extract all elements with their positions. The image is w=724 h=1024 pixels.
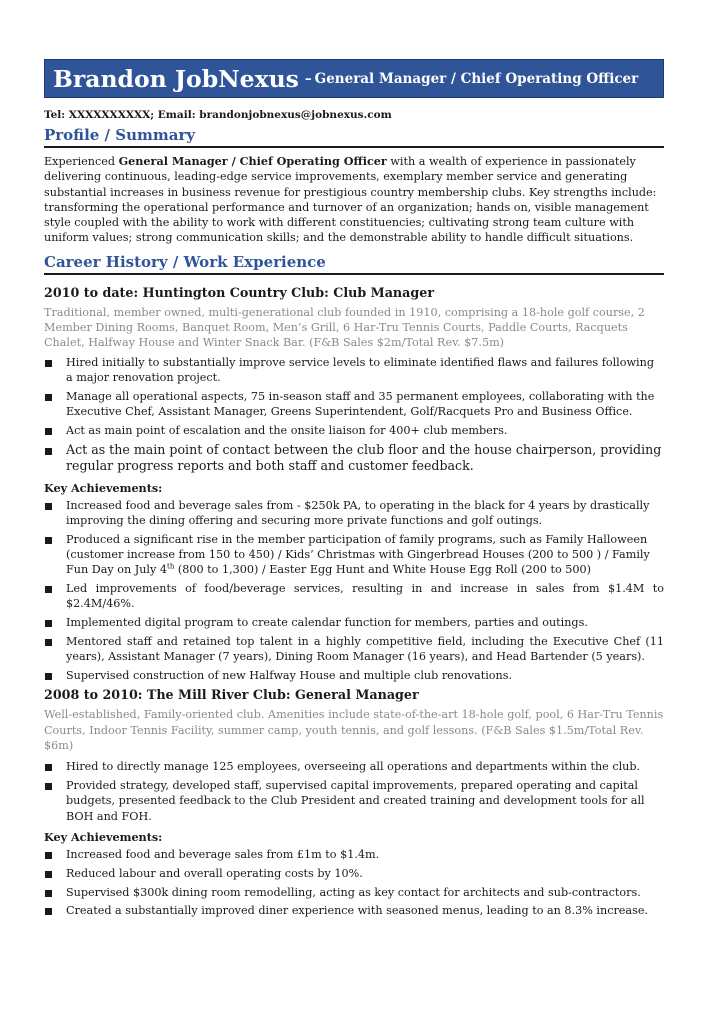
list-item bbox=[44, 778, 664, 824]
list-item-text bbox=[66, 533, 650, 577]
summary-role: General Manager / Chief Operating Officer bbox=[118, 154, 387, 168]
square-bullet-icon bbox=[45, 620, 52, 627]
square-bullet-icon bbox=[45, 586, 52, 593]
list-item bbox=[44, 423, 664, 438]
candidate-name: Brandon JobNexus bbox=[53, 64, 299, 93]
job-description: Traditional, member owned, multi-generational club founded in 1910, comprising a 18-hole golf course, 2 Member Dining Rooms, Banquet Room, Men’s Grill, 6 Har-Tru Tennis Courts, Paddle Courts, Racquets Chalet, Halfway House and Winter Snack Bar. (F&B Sales $2m/Total Rev. $7.5m) bbox=[44, 305, 645, 350]
list-item bbox=[44, 668, 664, 683]
programs-text-end: (800 to 1,300) / Easter Egg Hunt and White House Egg Roll (200 to 500) bbox=[174, 563, 591, 577]
summary-intro: Experienced bbox=[44, 155, 119, 168]
list-item bbox=[44, 759, 664, 774]
list-item-text: Led improvements of food/beverage services, resulting in and increase in sales from $1.4M to $2.4M/46%. bbox=[66, 582, 664, 611]
candidate-role: General Manager / Chief Operating Officer bbox=[314, 70, 639, 87]
square-bullet-icon bbox=[45, 908, 52, 915]
list-item-text: Supervised construction of new Halfway House and multiple club renovations. bbox=[66, 669, 513, 683]
list-item bbox=[44, 847, 664, 862]
list-item bbox=[44, 355, 664, 386]
job-description: Well-established, Family-oriented club. Amenities include state-of-the-art 18-hole golf, pool, 6 Har-Tru Tennis Courts, Indoor Tennis Facility, summer camp, youth tennis, and golf lessons. (F&B Sales $1.5m/Total Rev. $6m) bbox=[44, 708, 664, 753]
job-title: 2008 to 2010: The Mill River Club: General Manager bbox=[44, 687, 419, 703]
square-bullet-icon bbox=[45, 448, 52, 455]
list-item bbox=[44, 442, 664, 475]
profile-summary bbox=[44, 154, 664, 246]
square-bullet-icon bbox=[45, 537, 52, 544]
list-item bbox=[44, 498, 664, 529]
list-item-text: Provided strategy, developed staff, supervised capital improvements, prepared operating and capital budgets, presented feedback to the Club President and created training and development tools for all BOH and FOH. bbox=[66, 779, 645, 823]
square-bullet-icon bbox=[45, 673, 52, 680]
resume-page bbox=[44, 59, 664, 922]
list-item-text: Hired to directly manage 125 employees, overseeing all operations and departments within the club. bbox=[66, 760, 641, 774]
list-item-text: Mentored staff and retained top talent in a highly competitive field, including the Executive Chef (11 years), Assistant Manager (7 years), Dining Room Manager (16 years), and Head Bartender (5 years). bbox=[66, 635, 664, 664]
list-item-text: Created a substantially improved diner experience with seasoned menus, leading to an 8.3% increase. bbox=[66, 904, 649, 918]
list-item bbox=[44, 885, 664, 900]
square-bullet-icon bbox=[45, 764, 52, 771]
achievements-list bbox=[44, 847, 664, 919]
ordinal-suffix: th bbox=[167, 562, 175, 571]
list-item bbox=[44, 389, 664, 420]
square-bullet-icon bbox=[45, 360, 52, 367]
list-item bbox=[44, 615, 664, 630]
summary-text: with a wealth of experience in passionately delivering continuous, leading-edge service improvements, exemplary member service and generating substantial increases in business revenue for prestigious country membership clubs. Key strengths include: transforming the operational performance and turnover of an organization; hands on, visible management style coupled with the ability to work with different constituencies; cultivating strong team culture with uniform values; strong communication skills; and the demonstrable ability to handle difficult situations. bbox=[44, 155, 657, 245]
square-bullet-icon bbox=[45, 639, 52, 646]
job-title: 2010 to date: Huntington Country Club: Club Manager bbox=[44, 284, 434, 300]
duties-list bbox=[44, 759, 664, 824]
list-item-text: Implemented digital program to create calendar function for members, parties and outings. bbox=[66, 616, 588, 630]
contact-line: Tel: XXXXXXXXXX; Email: brandonjobnexus@jobnexus.com bbox=[44, 109, 392, 121]
square-bullet-icon bbox=[45, 852, 52, 859]
achievements-heading: Key Achievements: bbox=[44, 830, 163, 844]
list-item bbox=[44, 866, 664, 881]
profile-heading: Profile / Summary bbox=[44, 126, 664, 148]
square-bullet-icon bbox=[45, 503, 52, 510]
list-item bbox=[44, 581, 664, 612]
list-item-text: Act as the main point of contact between the club floor and the house chairperson, providing regular progress reports and both staff and customer feedback. bbox=[66, 441, 662, 474]
list-item-text: Hired initially to substantially improve service levels to eliminate identified flaws and failures following a major renovation project. bbox=[66, 355, 654, 384]
list-item bbox=[44, 903, 664, 918]
list-item bbox=[44, 532, 664, 578]
career-heading: Career History / Work Experience bbox=[44, 253, 664, 275]
name-banner bbox=[44, 59, 664, 98]
square-bullet-icon bbox=[45, 871, 52, 878]
list-item bbox=[44, 634, 664, 665]
achievements-list bbox=[44, 498, 664, 684]
title-separator: – bbox=[304, 70, 312, 87]
list-item-text: Act as main point of escalation and the onsite liaison for 400+ club members. bbox=[66, 423, 508, 437]
square-bullet-icon bbox=[45, 783, 52, 790]
list-item-text: Increased food and beverage sales from - $250k PA, to operating in the black for 4 years by drastically improving the dining offering and securing more private functions and golf outings. bbox=[66, 498, 650, 527]
programs-text: Produced a significant rise in the member participation of family programs, such as Family Halloween (customer increase from 150 to 450) / Kids’ Christmas with Gingerbread Houses (200 to 500 ) / Family Fun Day on July 4 bbox=[66, 532, 650, 577]
square-bullet-icon bbox=[45, 890, 52, 897]
square-bullet-icon bbox=[45, 428, 52, 435]
square-bullet-icon bbox=[45, 394, 52, 401]
duties-list bbox=[44, 355, 664, 475]
list-item-text: Reduced labour and overall operating costs by 10%. bbox=[66, 866, 363, 880]
list-item-text: Manage all operational aspects, 75 in-season staff and 35 permanent employees, collaborating with the Executive Chef, Assistant Manager, Greens Superintendent, Golf/Racquets Pro and Business Office. bbox=[66, 389, 655, 419]
achievements-heading: Key Achievements: bbox=[44, 480, 163, 495]
list-item-text: Increased food and beverage sales from £1m to $1.4m. bbox=[66, 848, 380, 861]
list-item-text: Supervised $300k dining room remodelling, acting as key contact for architects and sub-contractors. bbox=[66, 885, 641, 899]
